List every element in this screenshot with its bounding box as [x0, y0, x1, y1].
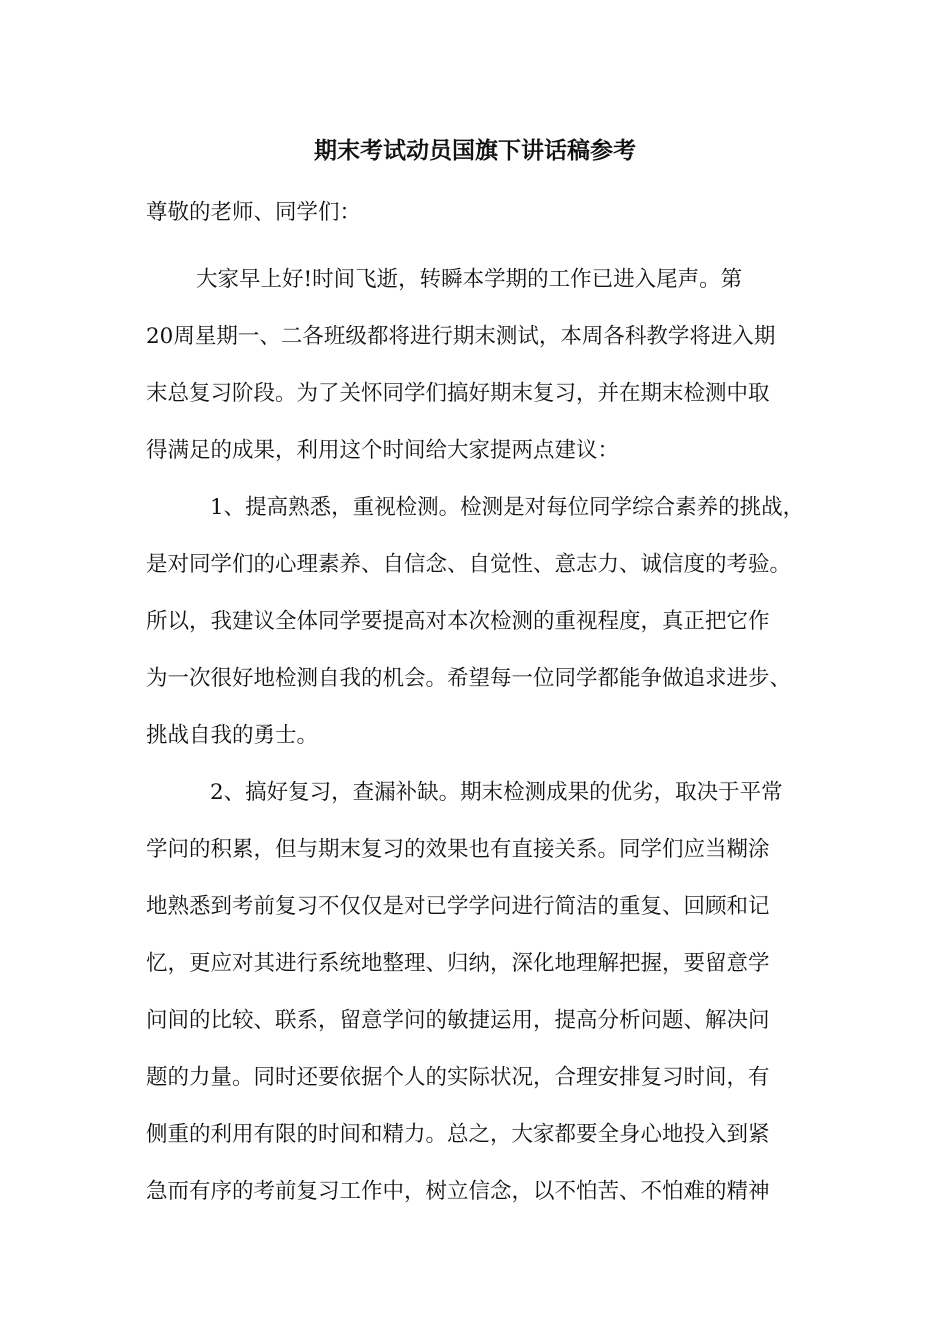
paragraph-2-line-4: 为一次很好地检测自我的机会。希望每一位同学都能争做追求进步、 [146, 666, 792, 691]
paragraph-1-line-2: 20周星期一、二各班级都将进行期末测试，本周各科教学将进入期 [146, 324, 776, 349]
paragraph-3-line-8: 急而有序的考前复习工作中，树立信念，以不怕苦、不怕难的精神 [146, 1179, 770, 1204]
paragraph-2-line-3: 所以，我建议全体同学要提高对本次检测的重视程度，真正把它作 [146, 609, 770, 634]
paragraph-2-line-5: 挑战自我的勇士。 [146, 723, 319, 748]
paragraph-3-line-2: 学问的积累，但与期末复习的效果也有直接关系。同学们应当糊涂 [146, 837, 770, 862]
paragraph-3-line-7: 侧重的利用有限的时间和精力。总之，大家都要全身心地投入到紧 [146, 1122, 770, 1147]
paragraph-2-line-1: 1、提高熟悉，重视检测。检测是对每位同学综合素养的挑战， [210, 495, 805, 520]
paragraph-1-line-1: 大家早上好!时间飞逝，转瞬本学期的工作已进入尾声。第 [196, 267, 743, 292]
paragraph-1-line-3: 末总复习阶段。为了关怀同学们搞好期末复习，并在期末检测中取 [146, 381, 770, 406]
paragraph-3-line-6: 题的力量。同时还要依据个人的实际状况，合理安排复习时间，有 [146, 1065, 770, 1090]
paragraph-3-line-3: 地熟悉到考前复习不仅仅是对已学学问进行简洁的重复、回顾和记 [146, 894, 770, 919]
paragraph-3-line-1: 2、搞好复习，查漏补缺。期末检测成果的优劣，取决于平常 [210, 780, 783, 805]
paragraph-2-line-2: 是对同学们的心理素养、自信念、自觉性、意志力、诚信度的考验。 [146, 552, 792, 577]
paragraph-1-line-4: 得满足的成果，利用这个时间给大家提两点建议： [146, 438, 620, 463]
salutation-line: 尊敬的老师、同学们： [146, 200, 362, 225]
paragraph-3-line-5: 问间的比较、联系，留意学问的敏捷运用，提高分析问题、解决问 [146, 1008, 770, 1033]
paragraph-3-line-4: 忆，更应对其进行系统地整理、归纳，深化地理解把握，要留意学 [146, 951, 770, 976]
document-title: 期末考试动员国旗下讲话稿参考 [314, 137, 636, 164]
